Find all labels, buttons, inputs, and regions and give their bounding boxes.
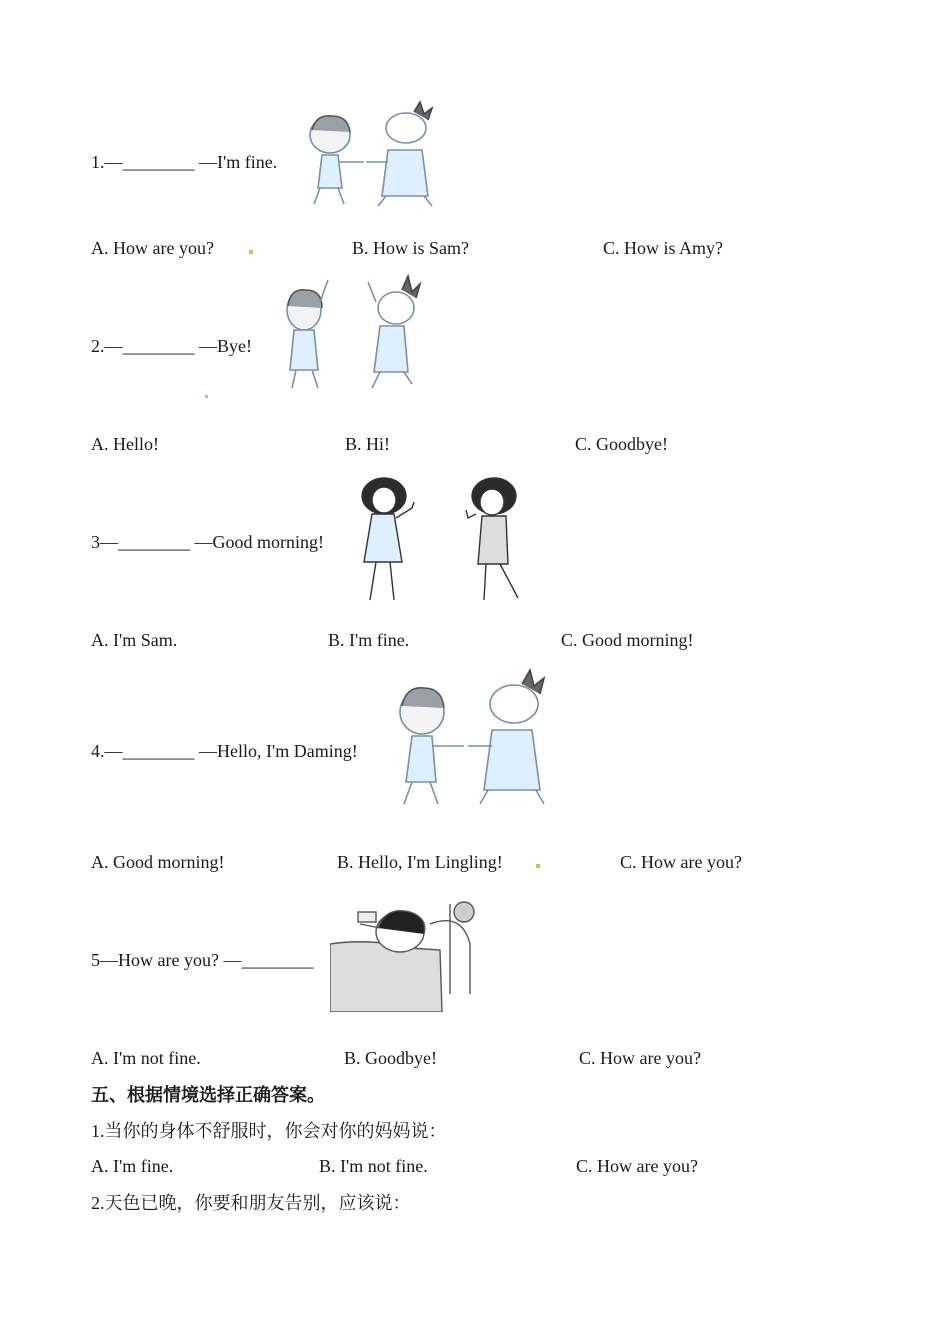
s5-question-1-prompt: 1.当你的身体不舒服时，你会对你的妈妈说： xyxy=(91,1121,447,1141)
section-heading: 五、根据情境选择正确答案。 xyxy=(91,1085,325,1105)
question-4-prompt: 4.—________ —Hello, I'm Daming! xyxy=(91,741,358,761)
s5-q1-option-a: A. I'm fine. xyxy=(91,1156,174,1176)
q3-option-c: C. Good morning! xyxy=(561,630,694,650)
q1-option-b: B. How is Sam? xyxy=(352,238,469,258)
question-5-prompt: 5—How are you? —________ xyxy=(91,950,314,970)
question-3-prompt: 3—________ —Good morning! xyxy=(91,532,324,552)
waving-kids-illustration xyxy=(276,272,432,396)
q1-option-a: A. How are you? xyxy=(91,238,214,258)
speck xyxy=(205,395,208,398)
speck xyxy=(536,864,540,868)
q3-option-a: A. I'm Sam. xyxy=(91,630,178,650)
q5-option-a: A. I'm not fine. xyxy=(91,1048,201,1068)
handshake-illustration xyxy=(384,668,562,812)
q1-option-c: C. How is Amy? xyxy=(603,238,724,258)
sick-child-illustration xyxy=(330,884,482,1012)
q4-option-c: C. How are you? xyxy=(620,852,742,872)
q4-option-a: A. Good morning! xyxy=(91,852,225,872)
q4-option-b: B. Hello, I'm Lingling! xyxy=(337,852,503,872)
question-1-prompt: 1.—________ —I'm fine. xyxy=(91,152,278,172)
q2-option-b: B. Hi! xyxy=(345,434,390,454)
s5-q1-option-b: B. I'm not fine. xyxy=(319,1156,428,1176)
q2-option-a: A. Hello! xyxy=(91,434,159,454)
handshake-illustration xyxy=(296,100,456,212)
question-2-prompt: 2.—________ —Bye! xyxy=(91,336,252,356)
q5-option-c: C. How are you? xyxy=(579,1048,701,1068)
teachers-greeting-illustration xyxy=(342,474,538,606)
s5-question-2-prompt: 2.天色已晚，你要和朋友告别，应该说： xyxy=(91,1193,411,1213)
speck xyxy=(249,250,253,254)
q2-option-c: C. Goodbye! xyxy=(575,434,668,454)
q3-option-b: B. I'm fine. xyxy=(328,630,410,650)
q5-option-b: B. Goodbye! xyxy=(344,1048,437,1068)
s5-q1-option-c: C. How are you? xyxy=(576,1156,698,1176)
